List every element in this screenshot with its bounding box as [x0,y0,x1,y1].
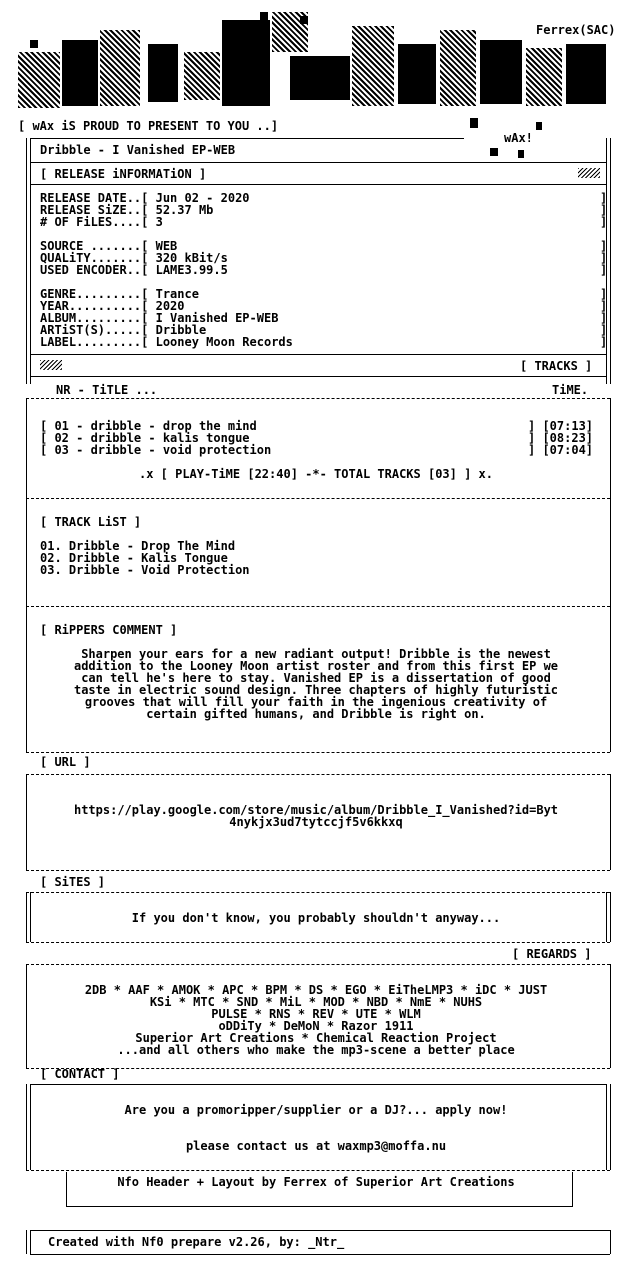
tracklist-item: 03. Dribble - Void Protection [40,563,250,577]
track-row: [ 03 - dribble - void protection [40,443,272,457]
comment-line: taste in electric sound design. Three chapters of highly futuristic [73,683,559,697]
contact-heading: [ CONTACT ] [40,1067,120,1081]
contact-line-1: Are you a promoripper/supplier or a DJ?... apply now! [124,1103,508,1117]
info-release-size: RELEASE SiZE..[ 52.37 Mb [40,203,214,217]
regards-line: ...and all others who make the mp3-scene a better place [117,1043,515,1057]
sites-text: If you don't know, you probably shouldn't anyway... [131,911,501,925]
created-with: Created with Nf0 prepare v2.26, by: _Ntr_ [48,1235,345,1249]
credit-label: Ferrex(SAC) [536,23,616,37]
tracks-col-title: NR - TiTLE ... [56,383,158,397]
info-source: SOURCE .......[ WEB [40,239,178,253]
track-row: [ 02 - dribble - kalis tongue [40,431,250,445]
regards-line: KSi * MTC * SND * MiL * MOD * NBD * NmE * NUHS [149,995,483,1009]
tracks-col-time: TiME. [552,383,589,397]
proud-present: [ wAx iS PROUD TO PRESENT TO YOU ..] [18,119,279,133]
tracklist-item: 02. Dribble - Kalis Tongue [40,551,228,565]
layout-credit: Nfo Header + Layout by Ferrex of Superior Art Creations [117,1175,515,1189]
info-artist: ARTiST(S).....[ Dribble [40,323,207,337]
track-time: ] [07:04] [528,443,594,457]
tracklist-item: 01. Dribble - Drop The Mind [40,539,236,553]
info-year: YEAR..........[ 2020 [40,299,185,313]
track-row: [ 01 - dribble - drop the mind [40,419,257,433]
regards-line: PULSE * RNS * REV * UTE * WLM [211,1007,421,1021]
comment-line: addition to the Looney Moon artist roster and from this first EP we [73,659,559,673]
ascii-logo [0,0,632,120]
tracks-heading: [ TRACKS ] [520,359,593,373]
comment-heading: [ RiPPERS C0MMENT ] [40,623,178,637]
regards-line: 2DB * AAF * AMOK * APC * BPM * DS * EGO * EiTheLMP3 * iDC * JUST [84,983,548,997]
info-genre: GENRE.........[ Trance [40,287,199,301]
info-label: LABEL.........[ Looney Moon Records [40,335,293,349]
comment-line: certain gifted humans, and Dribble is right on. [146,707,486,721]
sites-heading: [ SiTES ] [40,875,106,889]
release-info-heading: [ RELEASE iNFORMATiON ] [40,167,207,181]
comment-line: Sharpen your ears for a new radiant output! Dribble is the newest [81,647,551,661]
tracklist-heading: [ TRACK LiST ] [40,515,142,529]
tracks-summary: .x [ PLAY-TiME [22:40] -*- TOTAL TRACKS [03] ] x. [138,467,493,481]
hatch-decoration [40,360,62,370]
contact-email-line[interactable]: please contact us at waxmp3@moffa.nu [185,1139,447,1153]
info-quality: QUALiTY.......[ 320 kBit/s [40,251,228,265]
release-title: Dribble - I Vanished EP-WEB [40,143,236,157]
info-release-date: RELEASE DATE..[ Jun 02 - 2020 [40,191,250,205]
regards-line: Superior Art Creations * Chemical Reaction Project [135,1031,497,1045]
regards-line: oDDiTy * DeMoN * Razor 1911 [218,1019,414,1033]
info-file-count: # OF FiLES....[ 3 [40,215,163,229]
regards-heading: [ REGARDS ] [512,947,592,961]
comment-line: grooves that will fill your faith in the ingenious creativity of [84,695,548,709]
track-time: ] [08:23] [528,431,594,445]
info-encoder: USED ENCODER..[ LAME3.99.5 [40,263,228,277]
logo-tag: wAx! [504,131,533,145]
url-heading: [ URL ] [40,755,91,769]
url-link-continued[interactable]: 4nykjx3ud7tytccjf5v6kkxq [229,815,403,829]
url-link[interactable]: https://play.google.com/store/music/album/Dribble_I_Vanished?id=Byt [73,803,559,817]
info-album: ALBUM.........[ I Vanished EP-WEB [40,311,279,325]
track-time: ] [07:13] [528,419,594,433]
hatch-decoration [578,168,600,178]
comment-line: can tell he's here to stay. Vanished EP is a dissertation of good [81,671,551,685]
